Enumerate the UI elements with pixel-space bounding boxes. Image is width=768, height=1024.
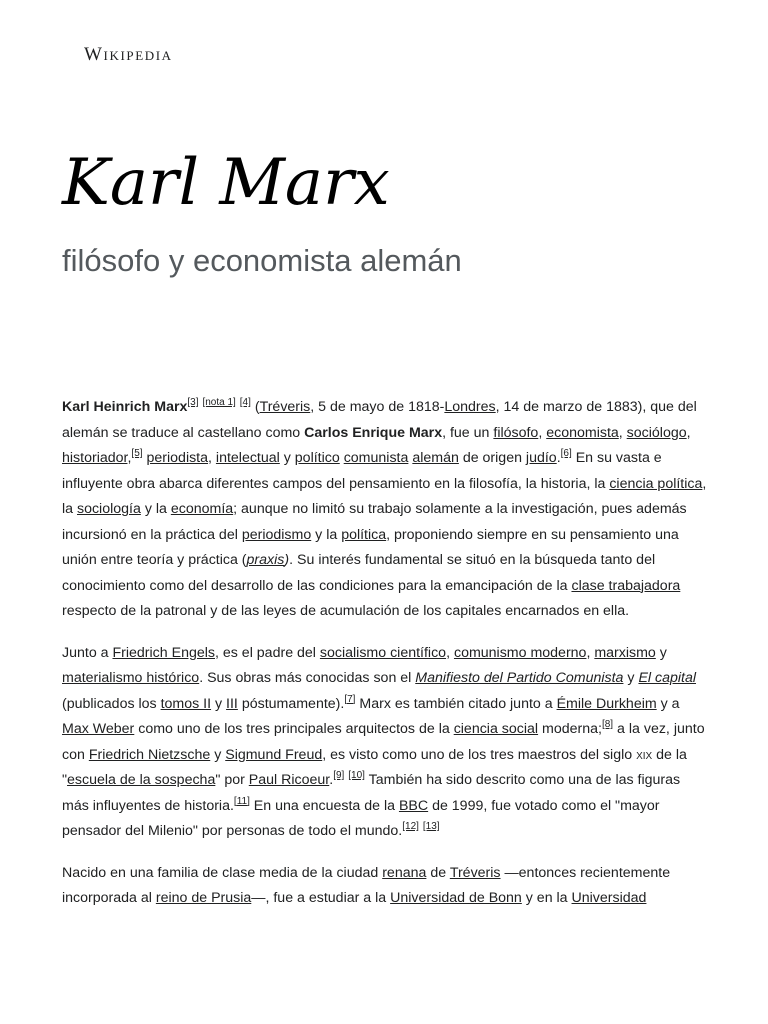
reference-marker xyxy=(240,397,251,408)
article-link[interactable]: comunista xyxy=(343,450,409,466)
article-link[interactable]: Universidad de Bonn xyxy=(390,890,522,906)
bold-text: Karl Heinrich Marx xyxy=(62,399,188,415)
body-text: Junto a xyxy=(62,644,113,661)
article-link[interactable]: Universidad xyxy=(571,890,647,906)
body-text: moderna; xyxy=(538,721,602,737)
body-text: , es visto como uno de los tres maestros del siglo xyxy=(322,746,637,763)
article-link[interactable]: sociología xyxy=(76,501,141,517)
article-link[interactable]: Friedrich Engels xyxy=(112,644,215,661)
body-text: , xyxy=(586,644,595,661)
article-link[interactable]: clase trabajadora xyxy=(571,577,681,594)
page-title: Karl Marx xyxy=(62,146,390,220)
article-link[interactable]: político xyxy=(294,450,340,466)
body-text: de origen xyxy=(458,450,526,466)
reference-link[interactable]: [3] xyxy=(187,397,199,408)
body-text: , proponiendo siempre en su pensamiento una unión entre teoría y práctica ( xyxy=(62,526,679,568)
article-link[interactable]: ciencia social xyxy=(453,721,539,737)
body-text: Nacido en una familia de clase media de la ciudad xyxy=(62,864,383,881)
body-text: y xyxy=(655,644,667,661)
article-link[interactable]: periodismo xyxy=(241,526,312,543)
body-text: . xyxy=(556,450,561,466)
reference-link[interactable]: [9] xyxy=(333,770,345,781)
body-text: También ha sido descrito como una de las figuras más influyentes de historia. xyxy=(62,772,681,814)
article-body xyxy=(62,395,708,928)
article-link[interactable]: economía xyxy=(170,501,234,517)
body-text: Marx es también citado junto a xyxy=(355,695,557,712)
body-text: , xyxy=(538,424,547,441)
body-text: respecto de la patronal y de las leyes de acumulación de los capitales encarnados en ella. xyxy=(62,603,630,619)
body-text: ) xyxy=(284,552,290,568)
body-text: —entonces recientemente incorporada al xyxy=(62,864,671,906)
article-link[interactable]: BBC xyxy=(398,797,429,814)
body-text: En su vasta e influyente obra abarca diferentes campos del pensamiento en la filosofía, la historia, la xyxy=(62,450,662,492)
reference-link[interactable]: [10] xyxy=(348,770,365,781)
article-link[interactable]: periodista xyxy=(146,450,209,466)
body-text: y xyxy=(279,450,295,466)
reference-marker xyxy=(333,770,344,781)
body-text: , xyxy=(208,450,216,466)
bold-text: Carlos Enrique Marx xyxy=(304,424,443,441)
article-link[interactable]: Max Weber xyxy=(62,721,135,737)
article-link[interactable]: materialismo histórico xyxy=(62,670,200,686)
reference-link[interactable]: [7] xyxy=(344,693,356,705)
paragraph-legacy xyxy=(62,641,708,845)
reference-marker xyxy=(402,821,419,832)
article-link[interactable]: historiador xyxy=(62,450,128,466)
article-link[interactable]: filósofo xyxy=(493,424,539,441)
body-text: , xyxy=(127,450,132,466)
body-text: En una encuesta de la xyxy=(249,797,399,814)
article-link[interactable]: alemán xyxy=(412,450,459,466)
article-link[interactable]: Paul Ricoeur xyxy=(248,772,330,788)
reference-link[interactable]: [12] xyxy=(402,821,419,832)
body-text: y a xyxy=(656,695,680,712)
article-link[interactable]: sociólogo xyxy=(626,424,687,441)
page-subtitle: filósofo y economista alemán xyxy=(62,243,462,278)
body-text: de 1999, fue votado como el "mayor pensador del Milenio" por personas de todo el mundo. xyxy=(62,797,660,839)
article-link[interactable]: socialismo científico xyxy=(319,644,447,661)
reference-marker xyxy=(348,770,365,781)
reference-marker xyxy=(187,397,198,408)
reference-link[interactable]: [4] xyxy=(239,397,251,408)
article-link[interactable]: El capital xyxy=(638,670,697,686)
reference-link[interactable]: [11] xyxy=(233,795,250,807)
body-text: y la xyxy=(140,501,171,517)
article-link[interactable]: economista xyxy=(546,424,619,441)
paragraph-early-life xyxy=(62,861,708,912)
reference-marker xyxy=(561,448,572,459)
body-text: como uno de los tres principales arquitectos de la xyxy=(134,721,454,737)
paragraph-intro xyxy=(62,395,708,625)
smallcaps-text: xix xyxy=(636,746,653,763)
body-text: y en la xyxy=(521,890,572,906)
body-text: , es el padre del xyxy=(215,644,320,661)
body-text: , xyxy=(446,644,454,661)
body-text: , xyxy=(618,424,627,441)
body-text: " por xyxy=(215,772,249,788)
reference-marker xyxy=(423,821,440,832)
article-link[interactable]: Tréveris xyxy=(259,399,311,415)
reference-link[interactable]: [6] xyxy=(560,448,572,459)
reference-link[interactable]: [nota 1] xyxy=(202,397,236,408)
article-link[interactable]: Manifiesto del Partido Comunista xyxy=(415,670,624,686)
body-text: . xyxy=(329,772,334,788)
article-link[interactable]: Émile Durkheim xyxy=(556,695,657,712)
body-text: póstumamente). xyxy=(237,695,345,712)
article-link[interactable]: Friedrich Nietzsche xyxy=(88,746,211,763)
body-text: , 14 de marzo de 1883), que del alemán se traduce al castellano como xyxy=(62,399,697,441)
article-link[interactable]: Tréveris xyxy=(449,864,501,881)
reference-marker xyxy=(344,694,355,705)
body-text: . Sus obras más conocidas son el xyxy=(199,670,416,686)
article-link[interactable]: política xyxy=(341,526,387,543)
article-link[interactable]: Londres xyxy=(444,399,496,415)
article-link[interactable]: ciencia política xyxy=(609,475,703,492)
wikipedia-wordmark-logo[interactable]: Wikipedia xyxy=(84,44,173,65)
article-link[interactable]: judío xyxy=(525,450,557,466)
article-link[interactable]: renana xyxy=(382,864,427,881)
reference-marker xyxy=(234,796,250,807)
body-text: ; aunque no limitó su trabajo solamente a la investigación, pues además incursionó en la práctica del xyxy=(62,501,687,543)
body-text: . Su interés fundamental se situó en la búsqueda tanto del conocimiento como del desarrollo de las condiciones para la emancipación de la xyxy=(62,552,656,594)
article-link[interactable]: escuela de la sospecha xyxy=(67,772,216,788)
article-link[interactable]: comunismo moderno xyxy=(453,644,587,661)
article-link[interactable]: Sigmund Freud xyxy=(225,746,323,763)
body-text: ( xyxy=(250,399,260,415)
article-link[interactable]: III xyxy=(226,695,238,712)
body-text: , xyxy=(686,424,691,441)
reference-marker xyxy=(602,719,613,730)
body-text: , la xyxy=(62,475,707,517)
body-text: —, fue a estudiar a la xyxy=(251,890,391,906)
body-text: de xyxy=(426,864,450,881)
article-link[interactable]: intelectual xyxy=(215,450,280,466)
article-link[interactable]: tomos II xyxy=(160,695,212,712)
reference-marker xyxy=(131,448,142,459)
body-text: (publicados los xyxy=(62,695,161,712)
body-text: de la " xyxy=(62,746,687,788)
body-text: y xyxy=(211,695,227,712)
body-text: y xyxy=(623,670,639,686)
body-text: , 5 de mayo de 1818- xyxy=(310,399,445,415)
reference-link[interactable]: [8] xyxy=(601,719,614,730)
article-link[interactable]: praxis xyxy=(246,552,285,568)
article-link[interactable]: marxismo xyxy=(594,644,656,661)
article-link[interactable]: reino de Prusia xyxy=(155,890,252,906)
body-text: a la vez, junto con xyxy=(62,721,705,763)
reference-marker xyxy=(202,397,235,408)
reference-link[interactable]: [13] xyxy=(422,821,440,832)
body-text: y la xyxy=(311,526,342,543)
body-text: y xyxy=(210,746,226,763)
body-text: , fue un xyxy=(442,424,494,441)
reference-link[interactable]: [5] xyxy=(131,448,143,459)
